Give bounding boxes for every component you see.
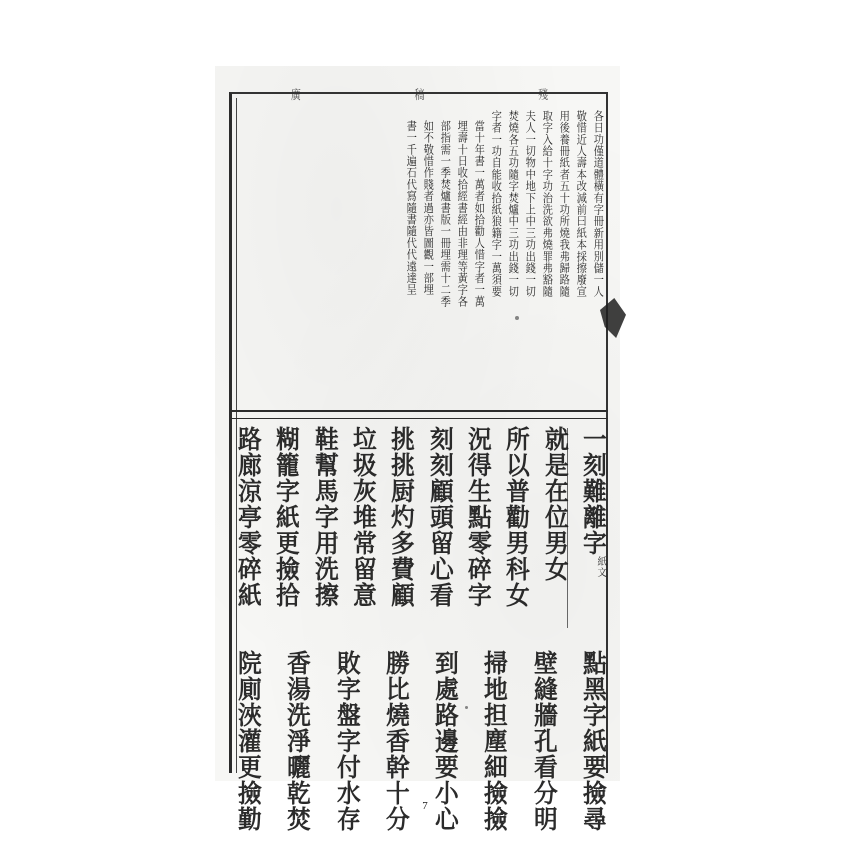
preface-column: 夫人一切物中地下上中三功出錢一切 (524, 110, 537, 298)
running-head-center: 稿 (414, 88, 427, 103)
verse-column: 壁縫牆孔看分明 (530, 650, 558, 832)
verse-column: 香湯洗淨曬乾焚 (283, 650, 312, 832)
running-head-right: 殘 (538, 88, 551, 103)
verse-column: 院廁浹灌更撿勤 (234, 650, 263, 832)
preface-column: 書一千遍石代寫隨書隨代代遠達呈 (405, 120, 418, 296)
verse-column: 挑挑厨灼多費顧 (388, 426, 416, 608)
verse-column (581, 426, 606, 648)
preface-column: 如不敬惜作賤者過亦皆圖觀一部埋 (422, 120, 435, 296)
preface-column: 各日功僅道體橫有字冊新用別儲一人 (592, 110, 604, 298)
verse-row-lower (235, 650, 606, 846)
ink-speck (515, 316, 519, 320)
preface-column: 焚燒各五功隨字焚爐中三功出錢一切 (507, 110, 520, 298)
verse-column: 糊籠字紙更撿拾 (273, 426, 301, 608)
preface-column: 部指需一季焚爐書版一冊埋需十二季 (439, 120, 452, 308)
section-divider-upper (229, 410, 608, 412)
verse-column: 勝比燒香幹十分 (382, 650, 411, 832)
preface-column: 用後養冊紙者五十功所燒我弗歸路隨 (558, 110, 571, 298)
page-number: 7 (422, 800, 428, 812)
verse-column: 路廊涼亭零碎紙 (234, 426, 263, 608)
section-divider-lower (229, 418, 608, 419)
verse-column: 所以普勸男科女 (502, 426, 531, 608)
preface-column: 字者一功自能收拾紙狼籍字一萬須要 (490, 110, 503, 298)
verse-column: 況得生點零碎字 (464, 426, 493, 608)
verse-column: 就是在位男女 (541, 426, 569, 582)
verse-column: 掃地担塵細撿撿 (481, 650, 509, 832)
preface-column: 取字入給十字功治洗欲弗燒罪弗豁隨 (541, 110, 554, 298)
preface-column: 埋壽十日收拾經書經由非理等黃字各 (456, 120, 469, 308)
verse-ruby: 紙文 (595, 556, 606, 578)
verse-column: 鞋幫馬字用洗擦 (311, 426, 339, 608)
verse-column: 點黑字紙要撿尋 (579, 650, 608, 832)
verse-row-upper (235, 426, 606, 648)
running-head-strip (235, 80, 606, 106)
page-paper (215, 66, 620, 832)
preface-text-block (237, 110, 604, 402)
verse-column: 垃圾灰堆常留意 (349, 426, 378, 608)
verse-column: 刻刻顧頭留心看 (426, 426, 454, 608)
verse-column: 到處路邊要小心 (431, 650, 460, 832)
verse-column: 敗字盤字付水存 (333, 650, 361, 832)
preface-column: 敬惜近人壽本改減前曰紙本採擦廢宣 (575, 110, 588, 298)
preface-column: 當十年書一萬者如拾勸人惜字者一萬 (473, 120, 486, 308)
scanned-page (207, 56, 632, 832)
verse-text: 一刻難離字 (579, 426, 608, 556)
running-head-left: 廣 (290, 88, 303, 103)
